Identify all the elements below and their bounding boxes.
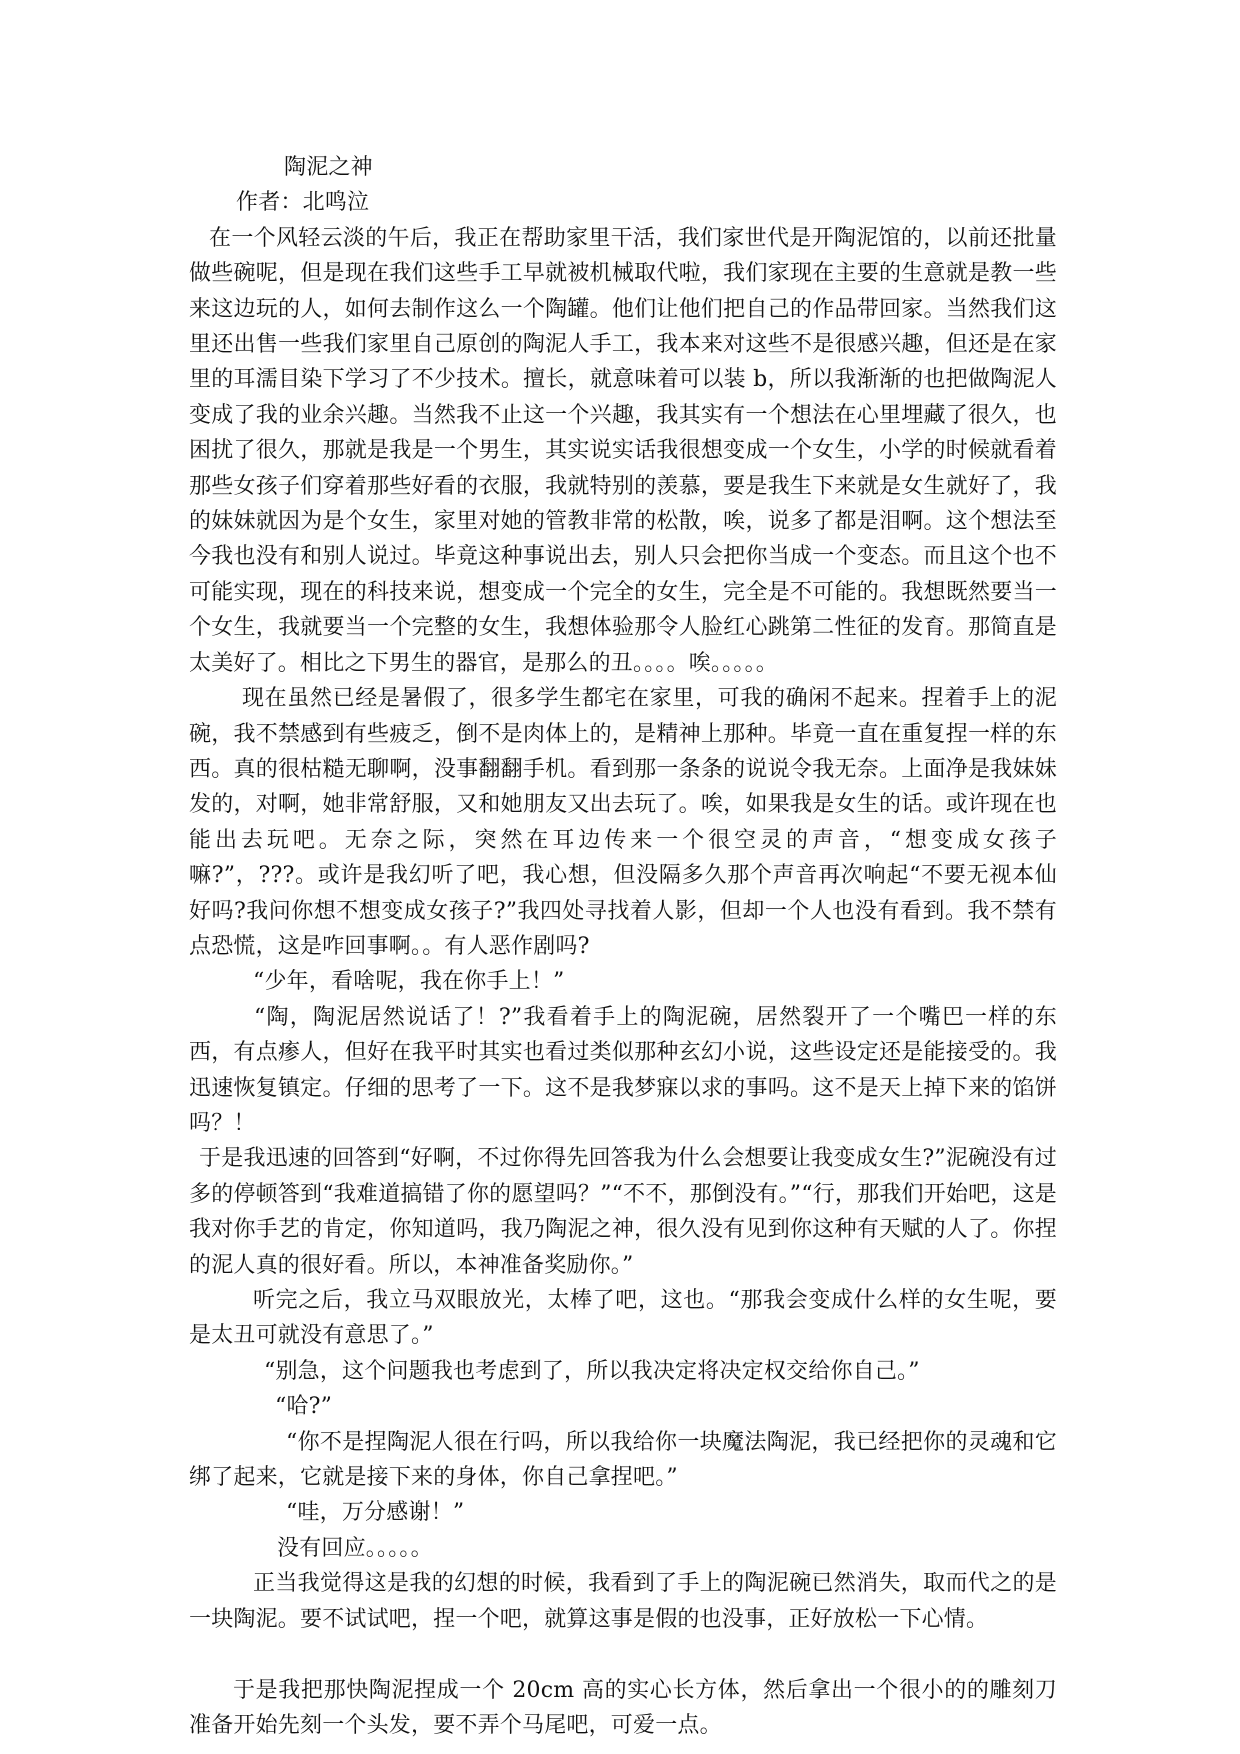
- paragraph-4: “陶，陶泥居然说话了！?”我看着手上的陶泥碗，居然裂开了一个嘴巴一样的东西，有点瘆人，但好在我平时其实也看过类似那种玄幻小说，这些设定还是能接受的。我迅速恢复镇定。仔细的思考了一下。这不是我梦寐以求的事吗。这不是天上掉下来的馅饼吗？！: [189, 1004, 1057, 1136]
- paragraph-11: 没有回应。。。。。: [277, 1535, 433, 1561]
- paragraph-3: “少年，看啥呢，我在你手上！”: [253, 969, 565, 995]
- document-body: [189, 150, 1057, 1744]
- paragraph-spacer: [189, 1637, 1057, 1673]
- document-author: 作者：北鸣泣: [236, 190, 370, 216]
- paragraph-8: “哈?”: [275, 1394, 333, 1420]
- paragraph-10: “哇，万分感谢！”: [286, 1500, 465, 1526]
- document-title: 陶泥之神: [284, 155, 373, 180]
- paragraph-5: 于是我迅速的回答到“好啊，不过你得先回答我为什么会想要让我变成女生?”泥碗没有过多的停顿答到“我难道搞错了你的愿望吗？”“不不，那倒没有。”“行，那我们开始吧，这是我对你手艺的肯定，你知道吗，我乃陶泥之神，很久没有见到你这种有天赋的人了。你捏的泥人真的很好看。所以，本神准备奖励你。”: [189, 1146, 1057, 1278]
- paragraph-12: 正当我觉得这是我的幻想的时候，我看到了手上的陶泥碗已然消失，取而代之的是一块陶泥。要不试试吧，捏一个吧，就算这事是假的也没事，正好放松一下心情。: [189, 1571, 1057, 1632]
- paragraph-7: “别急，这个问题我也考虑到了，所以我决定将决定权交给你自己。”: [264, 1358, 920, 1384]
- paragraph-2: 现在虽然已经是暑假了，很多学生都宅在家里，可我的确闲不起来。捏着手上的泥碗，我不禁感到有些疲乏，倒不是肉体上的，是精神上那种。毕竟一直在重复捏一样的东西。真的很枯糙无聊啊，没事翻翻手机。看到那一条条的说说令我无奈。上面净是我妹妹发的，对啊，她非常舒服，又和她朋友又出去玩了。唉，如果我是女生的话。或许现在也能出去玩吧。无奈之际，突然在耳边传来一个很空灵的声音，“想变成女孩子嘛?”，???。或许是我幻听了吧，我心想，但没隔多久那个声音再次响起“不要无视本仙好吗?我问你想不想变成女孩子?”我四处寻找着人影，但却一个人也没有看到。我不禁有点恐慌，这是咋回事啊。。有人恶作剧吗?: [189, 686, 1057, 959]
- paragraph-9: “你不是捏陶泥人很在行吗，所以我给你一块魔法陶泥，我已经把你的灵魂和它绑了起来，它就是接下来的身体，你自己拿捏吧。”: [189, 1429, 1057, 1491]
- paragraph-13: 于是我把那快陶泥捏成一个 20cm 高的实心长方体，然后拿出一个很小的的雕刻刀准备开始先刻一个头发，要不弄个马尾吧，可爱一点。: [189, 1678, 1057, 1739]
- paragraph-6: 听完之后，我立马双眼放光，太棒了吧，这也。“那我会变成什么样的女生呢，要是太丑可就没有意思了。”: [189, 1288, 1057, 1349]
- paragraph-1: 在一个风轻云淡的午后，我正在帮助家里干活，我们家世代是开陶泥馆的，以前还批量做些碗呢，但是现在我们这些手工早就被机械取代啦，我们家现在主要的生意就是教一些来这边玩的人，如何去制作这么一个陶罐。他们让他们把自己的作品带回家。当然我们这里还出售一些我们家里自己原创的陶泥人手工，我本来对这些不是很感兴趣，但还是在家里的耳濡目染下学习了不少技术。擅长，就意味着可以装 b，所以我渐渐的也把做陶泥人变成了我的业余兴趣。当然我不止这一个兴趣，我其实有一个想法在心里埋藏了很久，也困扰了很久，那就是我是一个男生，其实说实话我很想变成一个女生，小学的时候就看着那些女孩子们穿着那些好看的衣服，我就特别的羡慕，要是我生下来就是女生就好了，我的妹妹就因为是个女生，家里对她的管教非常的松散，唉，说多了都是泪啊。这个想法至今我也没有和别人说过。毕竟这种事说出去，别人只会把你当成一个变态。而且这个也不可能实现，现在的科技来说，想变成一个完全的女生，完全是不可能的。我想既然要当一个女生，我就要当一个完整的女生，我想体验那令人脸红心跳第二性征的发育。那简直是太美好了。相比之下男生的器官，是那么的丑。。。。唉。。。。。: [189, 225, 1057, 676]
